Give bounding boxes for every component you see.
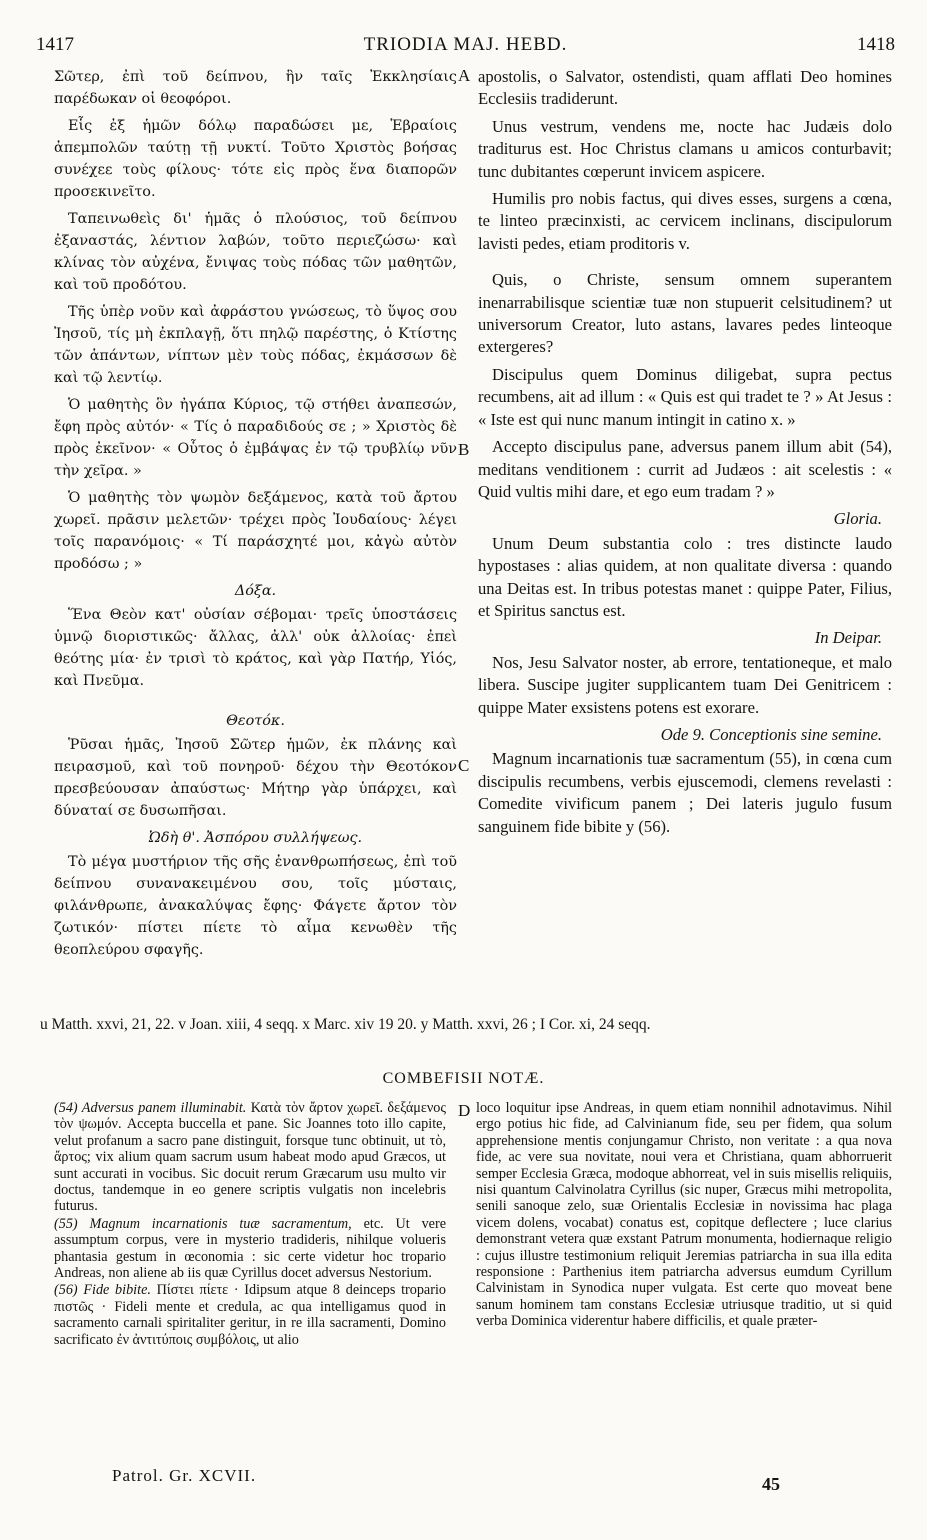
volume-signature: Patrol. Gr. XCVII.: [112, 1466, 257, 1485]
notes-title: COMBEFISII NOTÆ.: [382, 1070, 545, 1087]
page-number-left: 1417: [36, 34, 74, 55]
margin-letter-c: C: [458, 756, 470, 775]
greek-heading-theotokion: Θεοτόκ.: [226, 713, 285, 729]
running-title: TRIODIA MAJ. HEBD.: [363, 34, 568, 55]
greek-troparion: Τὸ μέγα μυστήριον τῆς σῆς ἐνανθρωπήσεως, ἐπὶ τοῦ δείπνου συνανακειμένου σου, τοῖς μύσταις, φιλάνθρωπε, ἀνακαλύψας ἔφης· Φάγετε ἄρτον τὸν ζωτικόν· πίστει πίετε τὸ αἷμα κενωθὲν τῆς θεοπλεύρου σφαγῆς.: [54, 854, 457, 958]
latin-troparion: Quis, o Christe, sensum omnem superantem inenarrabilisque scientiæ tuæ non stupuerit celsitudinem? ut universorum Creator, luto astans, lavares pedes linteoque extergeres?: [478, 270, 892, 357]
margin-letter-d: D: [458, 1101, 471, 1120]
latin-troparion: Discipulus quem Dominus diligebat, supra pectus recumbens, ait ad illum : « Quis est qui tradet te ? » At Jesus : « Iste est qui nunc manum intingit in catino x. »: [478, 364, 892, 429]
greek-troparion: Εἷς ἐξ ἡμῶν δόλῳ παραδώσει με, Ἑβραίοις ἀπεμπολῶν ταύτῃ τῇ νυκτί. Τοῦτο Χριστὸς βοήσας συνέχεε τοὺς φίλους· τότε εἰς πρὸς ἕνα διαπορῶν προσεκινεῖτο.: [54, 118, 457, 200]
latin-troparion: Magnum incarnationis tuæ sacramentum (55), in cœna cum discipulis recumbens, verbis ejuscemodi, clemens revelasti : Comedite vivificum panem ; Dei lateris jugulo fusum sanguinem fide bibite y (56).: [478, 749, 892, 836]
margin-letter-b: B: [458, 440, 470, 459]
note-54-text: Κατὰ τὸν ἄρτον χωρεῖ. δεξάμενος τὸν ψωμόν. Accepta buccella et pane. Sic Joannes toto illo capite, velut profanum a sacro pane distinguit, forsque tunc obtinuit, ut τὸ, ἄρτος; vix alium quam sacrum usum habeat modo apud Græcos, ut sunt accurati in vocibus. Sic docuit rerum Græcarum usu multo vir doctus, tandemque in eo genere scriptis vulgatis non incelebris futurus.: [54, 1100, 446, 1215]
greek-troparion: Ὁ μαθητὴς ὃν ἠγάπα Κύριος, τῷ στήθει ἀναπεσών, ἔφη πρὸς αὐτόν· « Τίς ὁ παραδιδούς σε ; » Χριστὸς δὲ πρὸς ἐκεῖνον· « Οὗτος ὁ ἐμβάψας ἐν τῷ τρυβλίῳ νῦν τὴν χεῖρα. »: [54, 397, 457, 479]
notes-right-column: [476, 1100, 892, 1331]
page-number-right: 1418: [857, 34, 895, 55]
note-55-text: etc. Ut vere assumptum corpus, vere in mysterio tradideris, nihilque volueris phantasia gestum in œconomia : sic certe videtur hoc tropario Andreas, non aliene ab iis quæ Cyrillus docet adversus Nestorium.: [54, 1215, 446, 1282]
scripture-footnotes: u Matth. xxvi, 21, 22. v Joan. xiii, 4 seqq. x Marc. xiv 19 20. y Matth. xxvi, 26 ; I Cor. xi, 24 seqq.: [40, 1016, 651, 1033]
latin-troparion: Humilis pro nobis factus, qui dives esses, surgens a cœna, te linteo præcinxisti, ac cervicem inclinans, discipulorum lavisti pedes, etiam proditoris v.: [478, 189, 892, 253]
latin-heading-gloria: Gloria.: [833, 509, 882, 529]
greek-troparion: Ὁ μαθητὴς τὸν ψωμὸν δεξάμενος, κατὰ τοῦ ἄρτου χωρεῖ. πρᾶσιν μελετῶν· τρέχει πρὸς Ἰουδαίους· λέγει τοῖς παρανόμοις· « Τί παράσχητέ μοι, κἀγὼ αὐτὸν προδόσω ; »: [54, 490, 457, 572]
margin-letter-a: A: [458, 66, 471, 85]
note-54-heading: (54) Adversus panem illuminabit.: [54, 1100, 247, 1116]
note-56-text: Πίστει πίετε · Idipsum atque 8 deinceps tropario πιστῶς · Fideli mente et credula, ac qua intelligamus quod in sacramento carnali spiritaliter geritur, in re illa sacramenti, Domino sacrificato ἐν ἀντιτύποις συμβόλοις, ut alio: [54, 1282, 446, 1348]
latin-troparion: apostolis, o Salvator, ostendisti, quam afflati Deo homines Ecclesiis tradiderunt.: [478, 67, 892, 109]
greek-troparion: Σῶτερ, ἐπὶ τοῦ δείπνου, ἣν ταῖς Ἐκκλησίαις παρέδωκαν οἱ θεοφόροι.: [54, 69, 457, 107]
note-continuation-text: loco loquitur ipse Andreas, in quem etiam nonnihil adnotavimus. Nihil ergo potius hic fide, ad Calvinianum fide, seu per fidem, qua solum apprehensione mentis conjungamur Christo, non veritate : a qua nova fide, ac vere sua novitate, noui vera et Christiana, quam abhorruerit semper Ecclesia Græca, modoque abhorreat, vel in suis misellis reliquiis, nisi quantum Calvinolatra Cyrillus (sic nuper, Græcus mihi metropolita, senili sanoque zelo, suæ Orientalis Ecclesiæ in novissima hac plaga vicem dolens, vocabat) conatus est, copitque deflectere ; luce clarius demonstrant vetera quæ exstant Patrum monumenta, hodiernaque religio : cujus illustre testimonium reliquit Jeremias patriarcha in sua illa edita responsione : Parthenius item patriarcha adversus eumdum Cyrillum Calvinistam in Synodica nuper vulgata. Est certe quo moveat bene sanum hominem tam constans Ecclesiæ utriusque traditio, ut si quid verba Dominica viderentur habere difficilis, et quale præter-: [476, 1100, 892, 1330]
note-55-heading: (55) Magnum incarnationis tuæ sacramentum,: [54, 1215, 352, 1232]
greek-heading-doxa: Δόξα.: [234, 583, 277, 599]
latin-heading-deipar: In Deipar.: [814, 628, 882, 648]
greek-troparion: Ἕνα Θεὸν κατ' οὐσίαν σέβομαι· τρεῖς ὑποστάσεις ὑμνῷ διοριστικῶς· ἄλλας, ἀλλ' οὐκ ἀλλοίας· ἐπεὶ θεότης μία· ἐν τρισὶ τὸ κράτος, καὶ γὰρ Πατήρ, Υἱός, καὶ Πνεῦμα.: [54, 607, 457, 689]
greek-troparion: Τῆς ὑπὲρ νοῦν καὶ ἀφράστου γνώσεως, τὸ ὕψος σου Ἰησοῦ, τίς μὴ ἐκπλαγῇ, ὅτι πηλῷ παρέστης, ὁ Κτίστης τῶν ἁπάντων, νίπτων μὲν τοὺς πόδας, ἐκμάσσων δὲ καὶ τῷ λεντίῳ.: [54, 304, 457, 386]
greek-heading-ode: Ὠδὴ θ'. Ἀσπόρου συλλήψεως.: [148, 830, 363, 846]
latin-troparion: Unus vestrum, vendens me, nocte hac Judæis dolo traditurus est. Hoc Christus clamans u amicos conturbavit; tunc dubitantes cœperunt invicem aspicere.: [478, 116, 892, 181]
greek-troparion: Ῥῦσαι ἡμᾶς, Ἰησοῦ Σῶτερ ἡμῶν, ἐκ πλάνης καὶ πειρασμοῦ, καὶ τοῦ πονηροῦ· δέχου τὴν Θεοτόκον πρεσβεύουσαν ἀπαύστως· Μήτηρ γὰρ ὑπάρχει, καὶ δύναταί σε δυσωπῆσαι.: [54, 737, 457, 819]
latin-troparion: Nos, Jesu Salvator noster, ab errore, tentationeque, et malo libera. Suscipe jugiter supplicantem tuam Dei Genitricem : quippe Mater exsistens potens est exorare.: [478, 652, 892, 717]
greek-column: [54, 66, 457, 966]
latin-heading-ode: Ode 9. Conceptionis sine semine.: [660, 724, 882, 744]
gathering-number: 45: [762, 1474, 780, 1494]
latin-troparion: Accepto discipulus pane, adversus panem illum abit (54), meditans venditionem : currit ad Judæos : ait scelestis : « Quid vultis mihi dare, et ego eum tradam ? »: [478, 437, 892, 501]
notes-left-column: [54, 1100, 446, 1349]
latin-troparion: Unum Deum substantia colo : tres distincte laudo hypostases : alias quidem, at non qualitate diversa : quando una Deitas est. In tribus potestas manet : quippe Pater, Filius, et Spiritus sanctus est.: [478, 533, 892, 620]
greek-troparion: Ταπεινωθεὶς δι' ἡμᾶς ὁ πλούσιος, τοῦ δείπνου ἐξαναστάς, λέντιον λαβών, τοῦτο περιεζώσω· καὶ κλίνας τὸν αὐχένα, ἔνιψας τοὺς πόδας τῶν μαθητῶν, καὶ τοῦ προδότου.: [54, 211, 457, 293]
note-56-heading: (56) Fide bibite.: [54, 1282, 151, 1299]
latin-column: [478, 66, 892, 843]
running-header: [36, 34, 895, 60]
